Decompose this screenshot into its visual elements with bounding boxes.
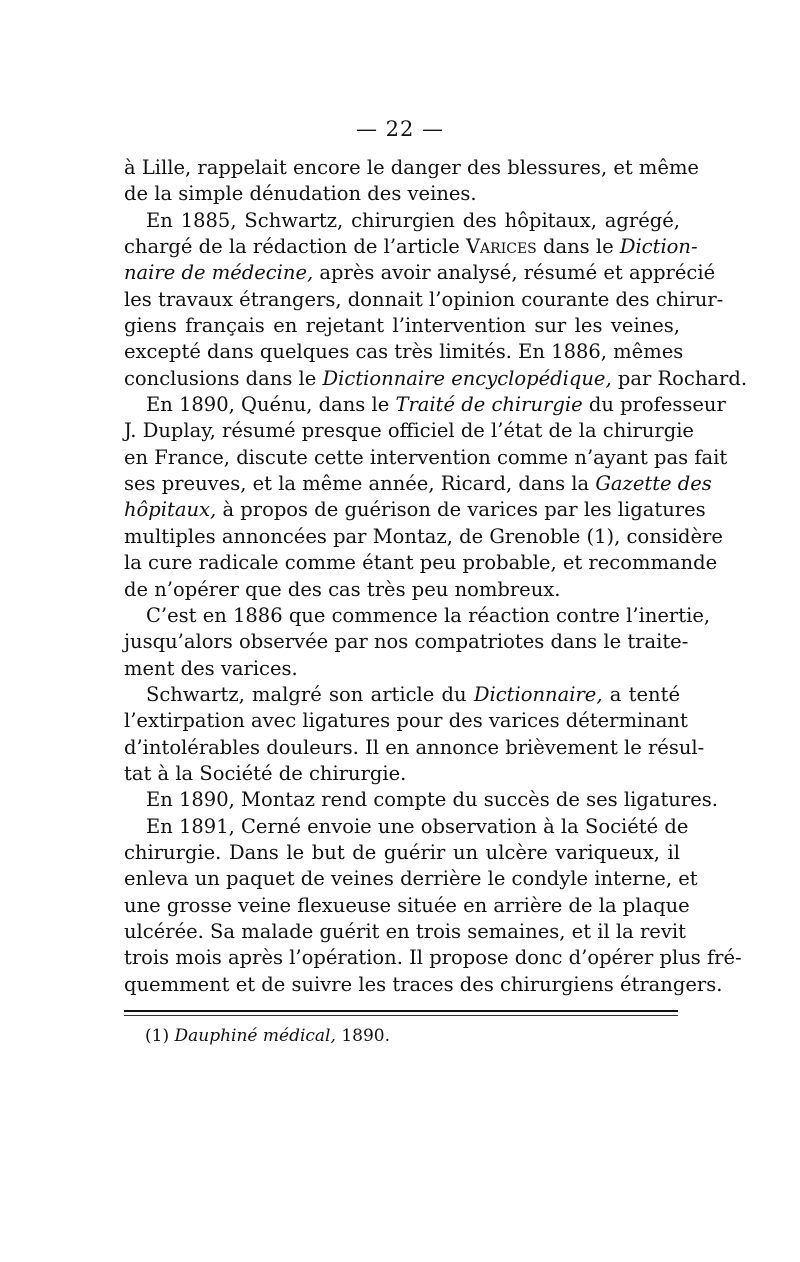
footnote-marker: (1) [145,1026,170,1046]
text-span: ses preuves, et la même année, Ricard, dans la [124,472,596,496]
text-span: chargé de la rédaction de l’article [124,235,466,259]
italic-span: naire de médecine, [124,261,314,285]
text-line [124,840,680,866]
page-number: — 22 — [355,117,445,141]
text-line [124,893,690,919]
text-line [124,603,711,629]
italic-span: Diction- [619,235,698,259]
text-line [124,418,694,444]
text-span: de n’opérer que des cas très peu nombreux. [124,577,561,601]
text-line [124,471,712,497]
text-span: chirurgie. Dans le but de guérir un ulcère variqueux, il [124,840,680,864]
italic-span: Dictionnaire encyclopédique, [322,366,612,390]
text-span: l’extirpation avec ligatures pour des varices déterminant [124,709,688,733]
text-line [124,866,698,892]
text-span: dans le [536,235,620,259]
text-line [124,577,680,603]
text-span: trois mois après l’opération. Il propose donc d’opérer plus fré- [124,946,742,970]
text-line [124,445,728,471]
text-line [124,339,684,365]
italic-span: Traité de chirurgie [395,393,583,417]
text-span: de la simple dénudation des veines. [124,182,477,206]
footnote-separator-rule-thin [124,1015,678,1016]
text-span: J. Duplay, résumé presque officiel de l’état de la chirurgie [124,419,694,443]
text-span: à Lille, rappelait encore le danger des blessures, et même [124,156,699,179]
text-line [124,972,723,998]
text-line [124,208,680,234]
text-span: du professeur [582,393,726,417]
text-span: tat à la Société de chirurgie. [124,761,407,785]
footnote-separator-rule [124,1010,678,1012]
text-line [124,735,705,761]
text-span: les travaux étrangers, donnait l’opinion courante des chirur- [124,287,724,311]
text-span: ment des varices. [124,656,298,680]
text-span: a tenté [602,682,680,706]
text-line [124,787,718,813]
text-line [124,234,698,260]
text-span: une grosse veine flexueuse située en arrière de la plaque [124,893,690,917]
small-caps-span: Varices [465,235,537,259]
text-line [124,708,688,734]
text-line [124,287,724,313]
footnote-title: Dauphiné médical, [174,1026,336,1046]
text-line [124,392,726,418]
text-span: Schwartz, malgré son article du [146,682,474,706]
text-line [124,366,748,392]
text-span: ulcérée. Sa malade guérit en trois semaines, et il la revit [124,919,686,943]
text-span: quemment et de suivre les traces des chirurgiens étrangers. [124,972,723,996]
text-span: C’est en 1886 que commence la réaction contre l’inertie, [146,603,711,627]
body-text [124,155,748,998]
text-span: excepté dans quelques cas très limités. En 1886, mêmes [124,340,684,364]
text-line [124,919,686,945]
italic-span: hôpitaux, [124,498,217,522]
text-span: giens français en rejetant l’intervention sur les veines, [124,314,680,338]
text-span: conclusions dans le [124,366,323,390]
text-span: En 1890, Quénu, dans le [146,393,396,417]
text-span: en France, discute cette intervention comme n’ayant pas fait [124,445,728,469]
text-line [124,155,699,181]
text-line [124,814,689,840]
text-line [124,629,689,655]
text-span: à propos de guérison de varices par les ligatures [216,498,706,522]
text-span: En 1885, Schwartz, chirurgien des hôpitaux, agrégé, [146,208,680,232]
text-span: d’intolérables douleurs. Il en annonce brièvement le résul- [124,735,705,759]
text-line [124,682,680,708]
text-line [124,945,742,971]
text-line [124,260,716,286]
footnote-year: 1890. [341,1026,390,1046]
text-span: après avoir analysé, résumé et apprécié [313,261,716,285]
text-span: par Rochard. [611,366,748,390]
text-line [124,761,680,787]
text-span: En 1891, Cerné envoie une observation à la Société de [146,814,689,838]
text-span: la cure radicale comme étant peu probable, et recommande [124,551,718,575]
text-line [124,181,680,207]
text-line [124,497,706,523]
text-span: jusqu’alors observée par nos compatriotes dans le traite- [124,630,689,654]
text-line [124,524,723,550]
text-line [124,550,718,576]
footnote [145,1024,390,1048]
text-span: enleva un paquet de veines derrière le condyle interne, et [124,867,698,891]
italic-span: Dictionnaire, [473,682,603,706]
text-span: En 1890, Montaz rend compte du succès de ses ligatures. [146,788,718,812]
text-line [124,313,680,339]
italic-span: Gazette des [595,472,712,496]
text-line [124,656,680,682]
text-span: multiples annoncées par Montaz, de Grenoble (1), considère [124,524,723,548]
